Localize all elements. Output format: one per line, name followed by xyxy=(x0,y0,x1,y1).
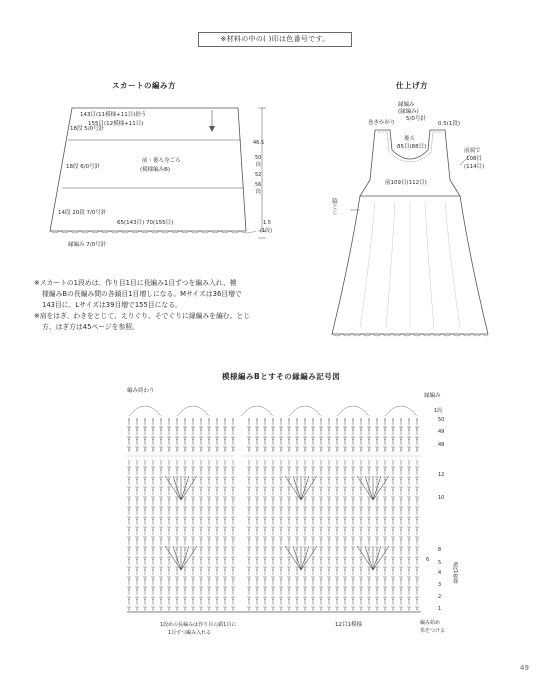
dim-c-unit: 段 xyxy=(256,189,262,195)
repeat-bracket-label: 6段1模様 xyxy=(452,562,458,584)
armhole-label: 巻きかがり xyxy=(368,120,396,126)
note-line-3: 143目に、Lサイズは39目増で155目になる。 xyxy=(42,301,182,309)
side-join-label: 脇とじ xyxy=(331,198,337,215)
row-label-6: 6 xyxy=(426,557,430,563)
dim-d: 1.5 xyxy=(263,220,271,226)
dim-total: 46.5 xyxy=(253,140,265,146)
page-number: 49 xyxy=(520,664,529,672)
row-label-12: 12 xyxy=(438,472,445,478)
note-line-5: 方、はぎ方は45ページを参照。 xyxy=(42,323,139,331)
skirt-center-pattern: (模様編みB) xyxy=(140,167,171,173)
skirt-top-stitch-l: 155目(12模様+11目) xyxy=(88,121,144,127)
row-label-10: 10 xyxy=(438,495,445,501)
chart-title: 模様編みBとすその縁編み記号図 xyxy=(222,372,341,381)
chart-bottom-note-1: 1段めの長編みは作り目の鎖1目に xyxy=(160,622,237,628)
dim-b: 52 xyxy=(255,172,262,178)
needle-top-label: 18段 5/0号針 xyxy=(70,126,105,132)
needle-mid-label: 18段 6/0号針 xyxy=(66,164,101,170)
start-label: 編み始め xyxy=(420,620,441,626)
front-rise-label: 前端で xyxy=(464,148,481,154)
chart-edge-label: 縁編み xyxy=(424,393,441,399)
note-line-1: ※スカートの1段めは、作り目1目に長編み1目ずつを編み入れ、模 xyxy=(34,279,237,287)
skirt-edge-label: 縁編み 7/0号針 xyxy=(68,242,107,248)
row-label-48: 48 xyxy=(438,442,445,448)
front-rise-count-l: (114目) xyxy=(464,164,485,170)
header-note: ※材料の中の( )印は色番号です。 xyxy=(198,32,352,47)
skirt-bottom-stitch: 65(143目) 70(155目) xyxy=(117,220,174,226)
dim-d-unit: (1段) xyxy=(260,228,273,234)
row-label-1-start: 1 xyxy=(438,606,442,612)
chart-bottom-note-2: 1目ずつ編み入れる xyxy=(168,630,212,636)
dim-a: 50 xyxy=(255,155,262,161)
skirt-top-stitch: 143目(11模様+11目)拾う xyxy=(80,112,147,118)
skirt-title: スカートの編み方 xyxy=(112,81,176,90)
row-label-1: 1段 xyxy=(434,408,443,414)
needle-bottom-label: 14段 20段 7/0号針 xyxy=(58,210,107,216)
front-rise-count: 108目 xyxy=(466,156,482,162)
finish-title: 仕上げ方 xyxy=(396,81,428,90)
side-dim: 0.5(1段) xyxy=(438,121,461,127)
row-label-8: 8 xyxy=(438,547,442,553)
start-label-2: 糸をつける xyxy=(420,628,446,634)
dim-c: 56 xyxy=(255,182,262,188)
back-label: 後ろ xyxy=(404,136,416,142)
row-label-49: 49 xyxy=(438,429,445,435)
note-line-4: ※肩をはぎ、わきをとじて、えりぐり、そでぐりに縁編みを編む。とじ xyxy=(34,312,250,320)
row-label-5: 5 xyxy=(438,560,442,566)
dim-a-unit: 段 xyxy=(256,162,262,168)
row-label-4: 4 xyxy=(438,570,442,576)
chart-end-label: 編み終わり xyxy=(127,388,155,394)
row-label-2: 2 xyxy=(438,594,442,600)
note-line-2: 様編みBの長編み間の各鎖目1目増しになる。Mサイズは36目増で xyxy=(42,290,242,298)
skirt-center-label: 前・後ろ身ごろ xyxy=(142,158,181,164)
finish-needle: 5/0号針 xyxy=(406,116,426,122)
stitch-chart xyxy=(125,396,425,618)
front-count: 前109目(112目) xyxy=(385,180,427,186)
instructions xyxy=(34,278,284,333)
finish-edge: 縁編み xyxy=(398,102,415,108)
row-label-3: 3 xyxy=(438,582,442,588)
row-label-50: 50 xyxy=(438,417,445,423)
back-stitch: 85目(88目) xyxy=(397,144,427,150)
repeat-label: 12目1模様 xyxy=(335,622,362,628)
finish-edge-paren: (縁編み) xyxy=(398,109,419,115)
